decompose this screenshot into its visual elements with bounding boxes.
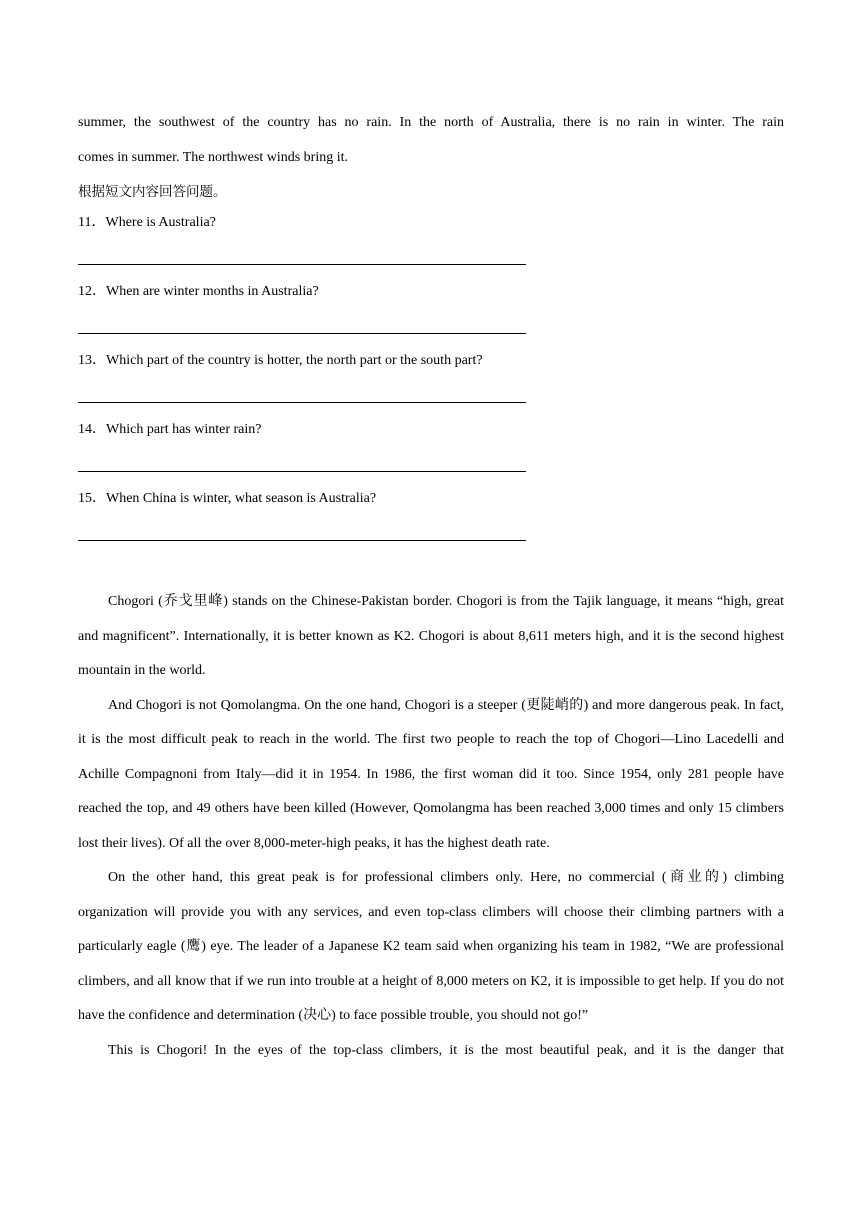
question-number: 15． <box>78 491 106 506</box>
question-12 <box>78 282 526 302</box>
question-text: When China is winter, what season is Australia? <box>106 491 377 506</box>
question-number: 14． <box>78 422 106 437</box>
passage-paragraph-1: Chogori (乔戈里峰) stands on the Chinese-Pakistan border. Chogori is from the Tajik language, it means “high, great and magnificent”. Internationally, it is better known as K2. Chogori is about 8,611 meters high, and it is the second highest mountain in the world. <box>78 594 784 678</box>
answer-line[interactable] <box>78 471 526 472</box>
passage-paragraph-4: This is Chogori! In the eyes of the top-class climbers, it is the most beautiful peak, and it is the danger that <box>108 1042 784 1058</box>
passage-paragraph-2: And Chogori is not Qomolangma. On the one hand, Chogori is a steeper (更陡峭的) and more dangerous peak. In fact, it is the most difficult peak to reach in the world. The first two people to reach the top of Chogori—Lino Lacedelli and Achille Compagnoni from Italy—did it in 1954. In 1986, the first woman did it too. Since 1954, only 281 people have reached the top, and 49 others have been killed (However, Qomolangma has been reached 3,000 times and only 15 climbers lost their lives). Of all the over 8,000-meter-high peaks, it has the highest death rate. <box>78 697 784 851</box>
passage-paragraph-3: On the other hand, this great peak is for professional climbers only. Here, no commercial (商业的) climbing organization will provide you with any services, and even top-class climbers will choose their climbing partners with a particularly eagle (鹰) eye. The leader of a Japanese K2 team said when organizing his team in 1982, “We are professional climbers, and all know that if we run into trouble at a height of 8,000 meters on K2, it is impossible to get help. If you do not have the confidence and determination (决心) to face possible trouble, you should not go!” <box>78 870 784 1023</box>
answer-line[interactable] <box>78 333 526 334</box>
question-number: 13． <box>78 353 106 368</box>
question-14 <box>78 420 526 440</box>
question-text: When are winter months in Australia? <box>106 284 319 299</box>
question-11 <box>78 213 526 233</box>
question-13 <box>78 351 526 371</box>
intro-paragraph <box>78 106 784 210</box>
answer-line[interactable] <box>78 540 526 541</box>
intro-line-2: comes in summer. The northwest winds bring it. <box>78 149 348 165</box>
chogori-passage <box>78 585 784 1068</box>
answer-line[interactable] <box>78 264 526 265</box>
question-text: Which part of the country is hotter, the north part or the south part? <box>106 353 483 368</box>
answer-line[interactable] <box>78 402 526 403</box>
question-text: Which part has winter rain? <box>106 422 262 437</box>
question-text: Where is Australia? <box>105 215 216 230</box>
intro-line-1: summer, the southwest of the country has no rain. In the north of Australia, there is no rain in winter. The rain <box>78 115 784 130</box>
instruction-text: 根据短文内容回答问题。 <box>78 184 227 200</box>
question-15 <box>78 489 526 509</box>
question-number: 12． <box>78 284 106 299</box>
question-number: 11． <box>78 215 106 230</box>
